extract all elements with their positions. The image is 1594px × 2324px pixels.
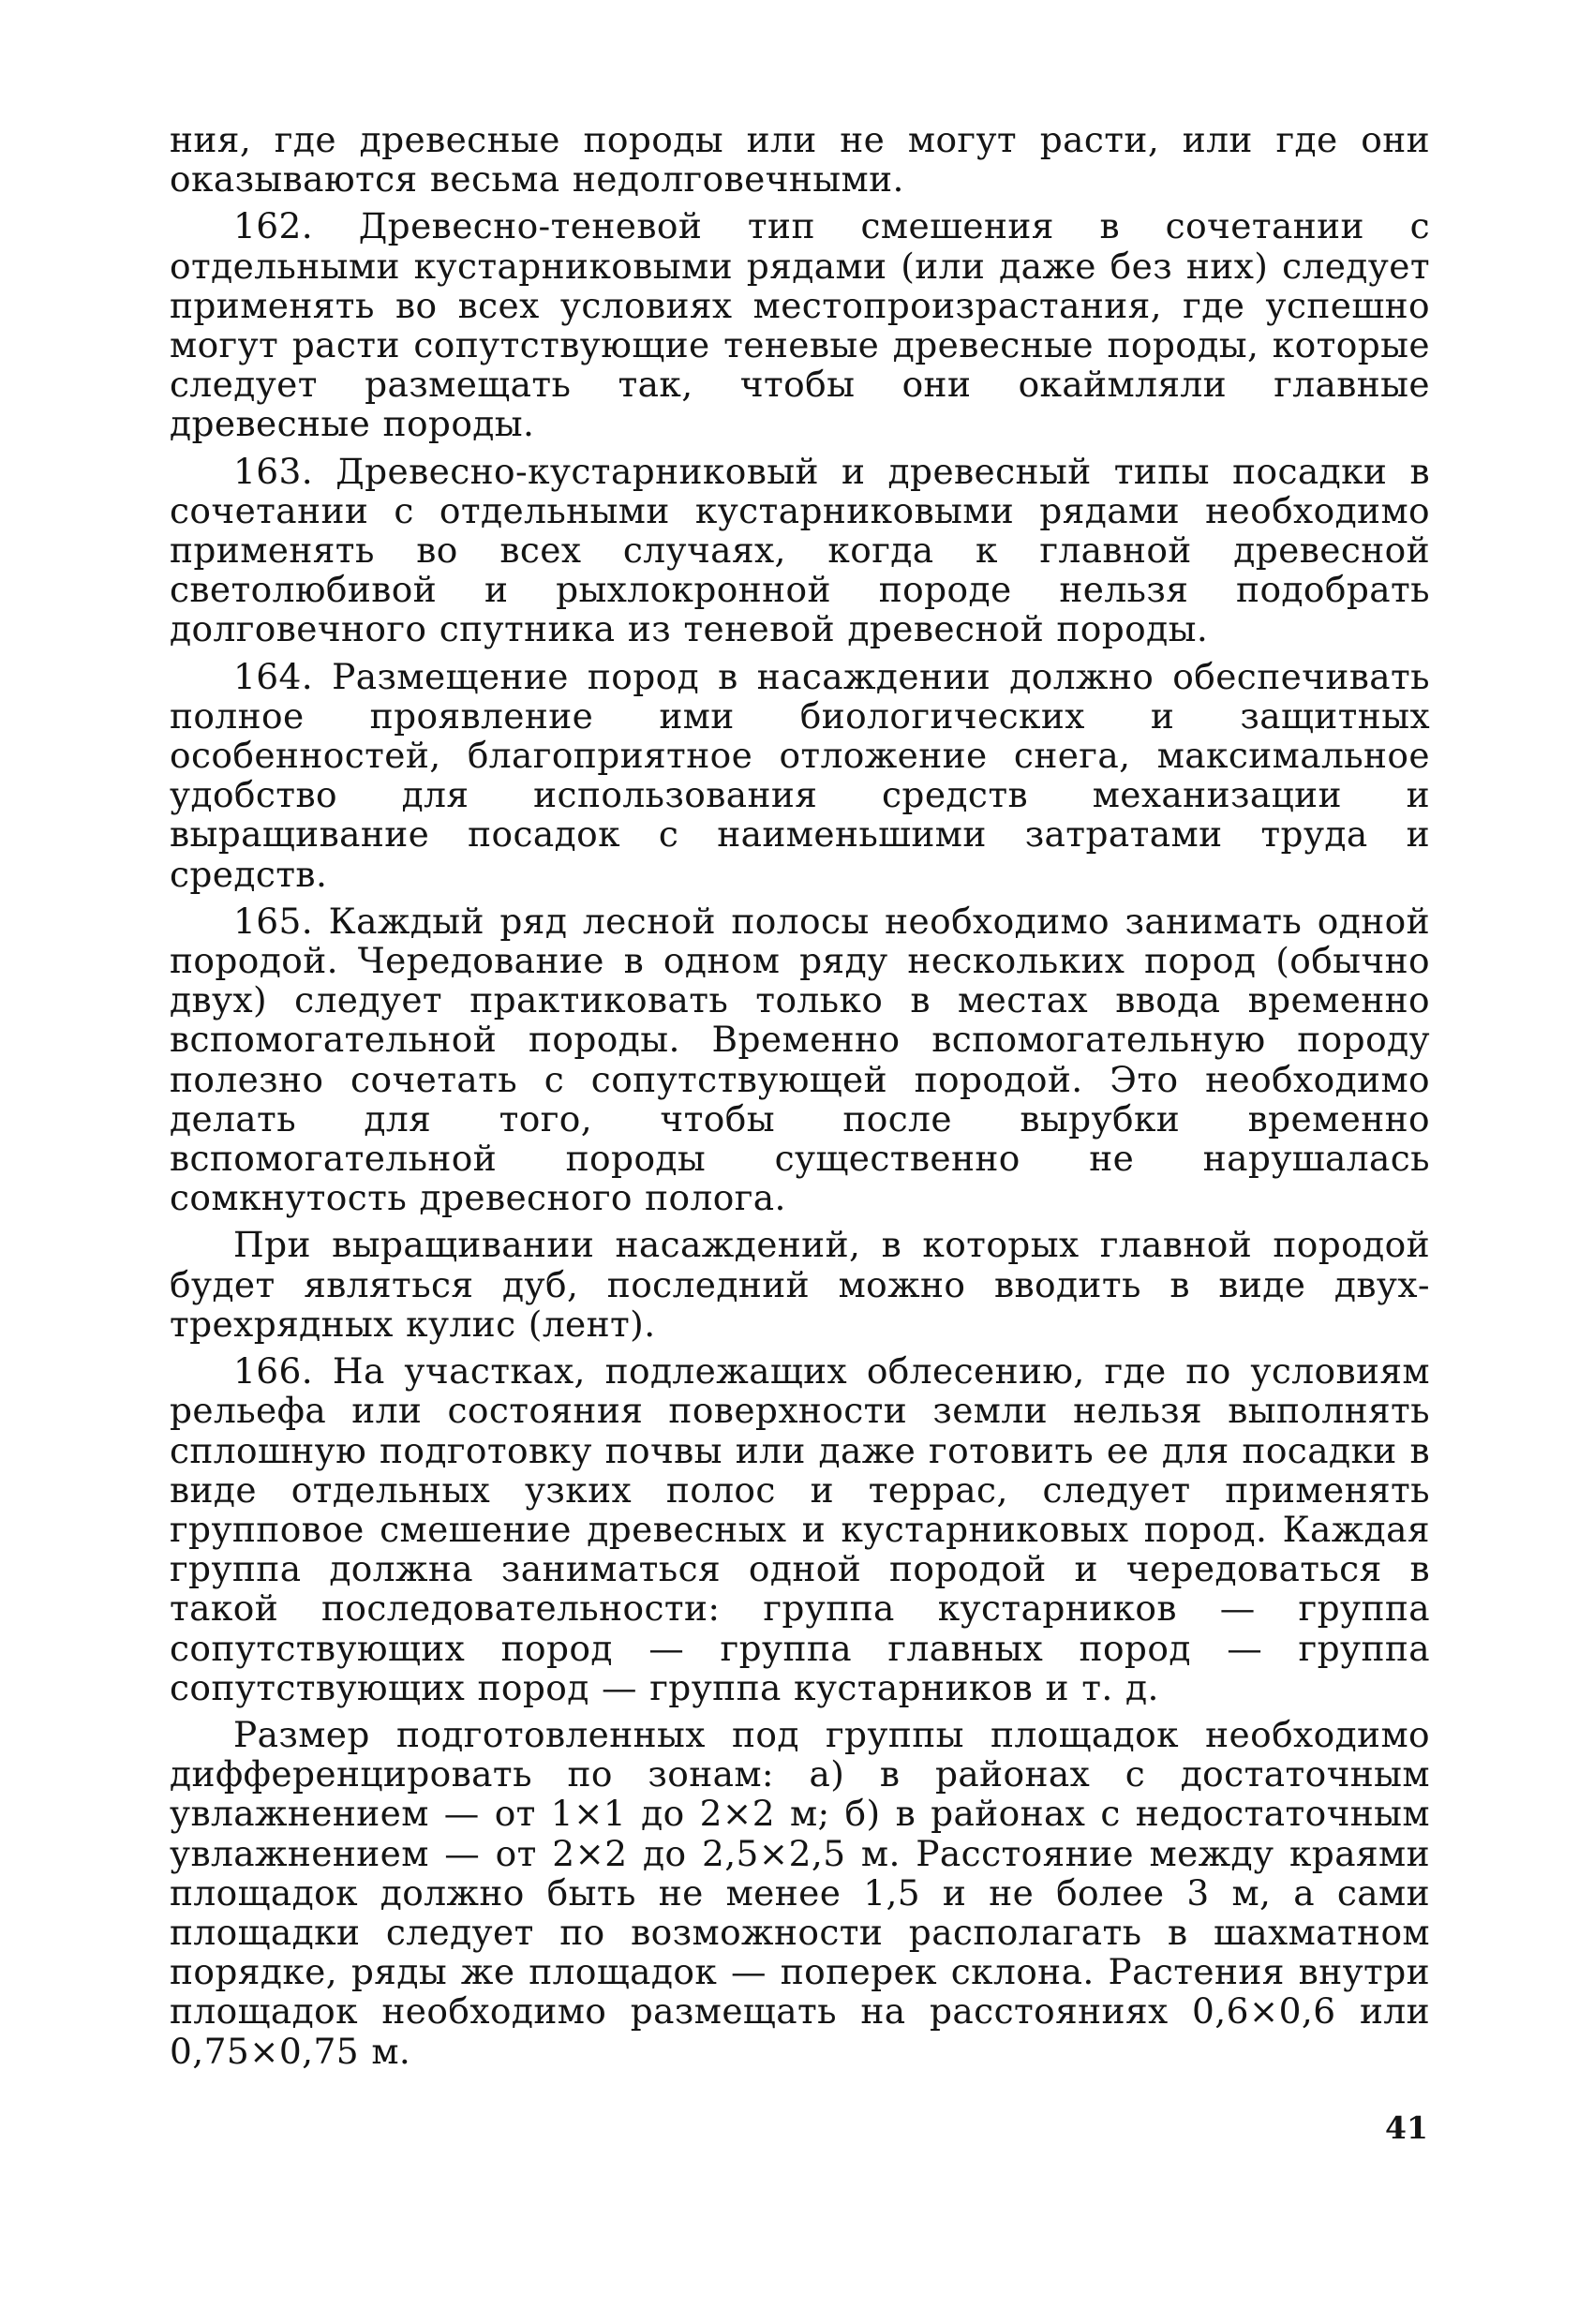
paragraph-number: 163. [233, 450, 314, 492]
paragraph-text: Древесно-теневой тип смешения в сочетании с отдельными кустарниковыми рядами (или даже без них) следует применять во всех условиях местопроизрастания, где успешно могут расти сопутствующие теневые древесные породы, которые следует размещать так, чтобы они окаймляли главные древесные породы. [170, 205, 1430, 445]
paragraph-165 [170, 901, 1430, 1218]
paragraph-164 [170, 657, 1430, 894]
paragraph-oak-note [170, 1225, 1430, 1344]
paragraph-continuation [170, 120, 1430, 199]
paragraph-number: 162. [233, 205, 314, 247]
paragraph-text: Размещение пород в насаждении должно обеспечивать полное проявление ими биологических и защитных особенностей, благоприятное отложение снега, максимальное удобство для использования средств механизации и выращивание посадок с наименьшими затратами труда и средств. [170, 655, 1430, 895]
paragraph-text: ния, где древесные породы или не могут расти, или где они оказываются весьма недолговечными. [170, 119, 1430, 201]
paragraph-number: 165. [233, 900, 314, 942]
paragraph-number: 166. [233, 1350, 314, 1393]
paragraph-plot-size [170, 1715, 1430, 2071]
paragraph-text: При выращивании насаждений, в которых главной породой будет являться дуб, последний можно вводить в виде двух-трехрядных кулис (лент). [170, 1224, 1430, 1345]
page-body [170, 120, 1430, 2219]
paragraph-text: На участках, подлежащих облесению, где по условиям рельефа или состояния поверхности земли нельзя выполнять сплошную подготовку почвы или даже готовить ее для посадки в виде отдельных узких полос и террас, следует применять групповое смешение древесных и кустарниковых пород. Каждая группа должна заниматься одной породой и чередоваться в такой последовательности: группа кустарников — группа сопутствующих пород — группа главных пород — группа сопутствующих пород — группа кустарников и т. д. [170, 1350, 1430, 1708]
paragraph-text: Размер подготовленных под группы площадок необходимо дифференцировать по зонам: а) в районах с достаточным увлажнением — от 1×1 до 2×2 м; б) в районах с недостаточным увлажнением — от 2×2 до 2,5×2,5 м. Расстояние между краями площадок должно быть не менее 1,5 и не более 3 м, а сами площадки следует по возможности располагать в шахматном порядке, ряды же площадок — поперек склона. Растения внутри площадок необходимо размещать на расстояниях 0,6×0,6 или 0,75×0,75 м. [170, 1713, 1430, 2072]
paragraph-number: 164. [233, 655, 314, 697]
paragraph-163 [170, 452, 1430, 649]
paragraph-162 [170, 206, 1430, 443]
paragraph-text: Древесно-кустарниковый и древесный типы посадки в сочетании с отдельными кустарниковыми рядами необходимо применять во всех случаях, когда к главной древесной светолюбивой и рыхлокронной породе нельзя подобрать долговечного спутника из теневой древесной породы. [170, 450, 1430, 650]
paragraph-text: Каждый ряд лесной полосы необходимо занимать одной породой. Чередование в одном ряду нескольких пород (обычно двух) следует практиковать только в местах ввода временно вспомогательной породы. Временно вспомогательную породу полезно сочетать с сопутствующей породой. Это необходимо делать для того, чтобы после вырубки временно вспомогательной породы существенно не нарушалась сомкнутость древесного полога. [170, 900, 1430, 1219]
page-number: 41 [1385, 2109, 1428, 2146]
paragraph-166 [170, 1351, 1430, 1707]
